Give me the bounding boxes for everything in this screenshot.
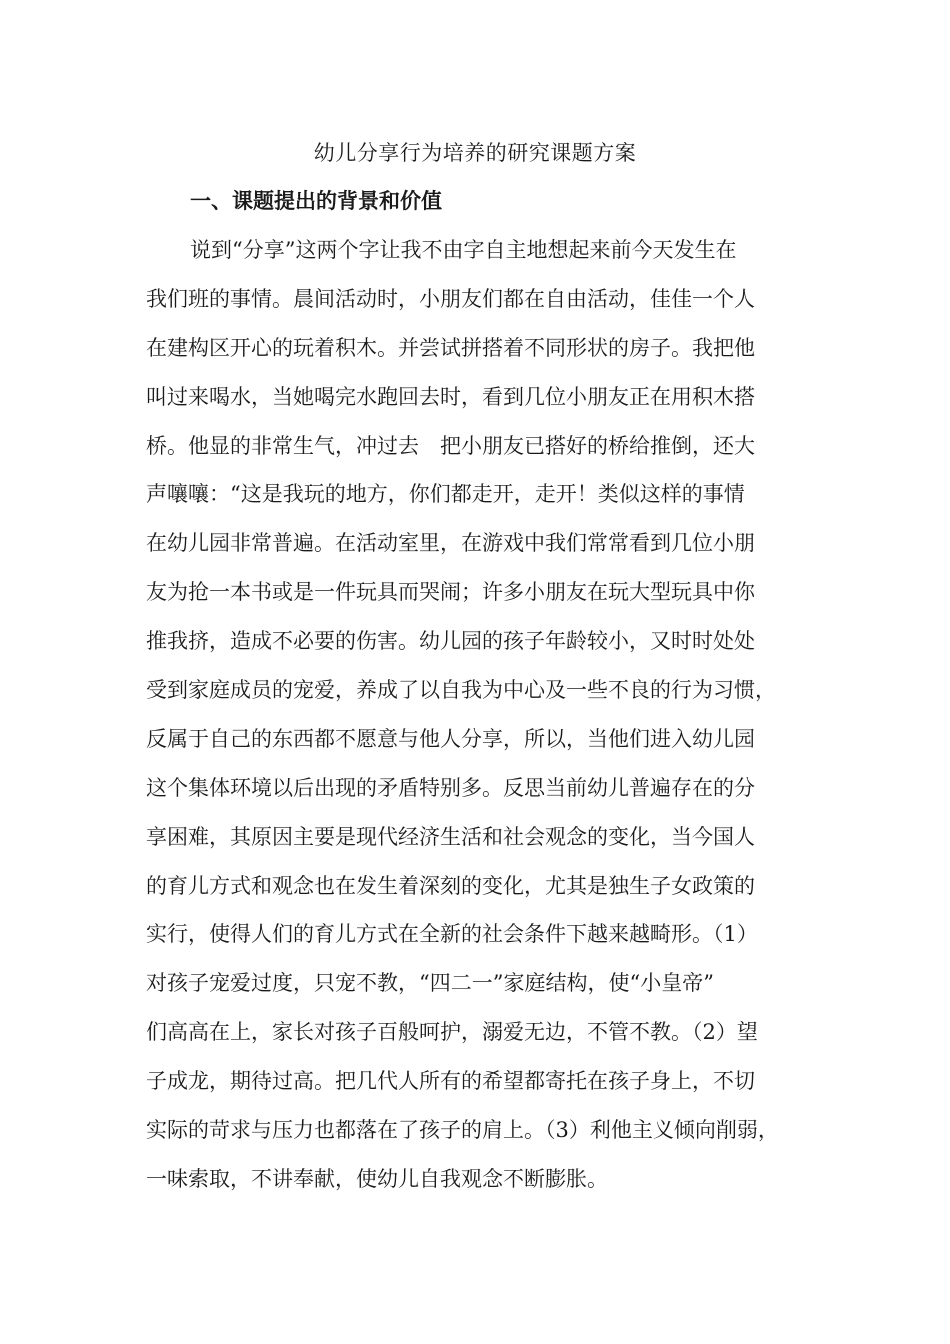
paragraph-line: 友为抢一本书或是一件玩具而哭闹；许多小朋友在玩大型玩具中你 [146,580,755,605]
paragraph-line: 声嚷嚷：“这是我玩的地方，你们都走开，走开！类似这样的事情 [146,482,745,507]
paragraph-line: 桥。他显的非常生气，冲过去 把小朋友已搭好的桥给推倒，还大 [146,433,755,458]
paragraph-line: 叫过来喝水，当她喝完水跑回去时，看到几位小朋友正在用积木搭 [146,384,755,409]
paragraph-line: 实行，使得人们的育儿方式在全新的社会条件下越来越畸形。（1） [146,922,758,947]
paragraph-line: 一味索取，不讲奉献，使幼儿自我观念不断膨胀。 [146,1166,608,1191]
paragraph-line: 受到家庭成员的宠爱，养成了以自我为中心及一些不良的行为习惯， [146,678,776,703]
paragraph-line: 在建构区开心的玩着积木。并尝试拼搭着不同形状的房子。我把他 [146,335,755,360]
paragraph-line: 子成龙，期待过高。把几代人所有的希望都寄托在孩子身上，不切 [146,1069,755,1094]
paragraph-line: 实际的苛求与压力也都落在了孩子的肩上。（3）利他主义倾向削弱， [146,1118,779,1143]
paragraph-line: 我们班的事情。晨间活动时，小朋友们都在自由活动，佳佳一个人 [146,286,755,311]
paragraph-line: 们高高在上，家长对孩子百般呵护，溺爱无边，不管不教。（2）望 [146,1020,758,1045]
document-title: 幼儿分享行为培养的研究课题方案 [313,141,637,165]
paragraph-line: 在幼儿园非常普遍。在活动室里，在游戏中我们常常看到几位小朋 [146,531,755,556]
paragraph-line: 说到“分享”这两个字让我不由字自主地想起来前今天发生在 [190,238,737,262]
paragraph-line: 反属于自己的东西都不愿意与他人分享，所以，当他们进入幼儿园 [146,726,755,751]
section-heading: 一、课题提出的背景和价值 [190,189,442,213]
paragraph-line: 推我挤，造成不必要的伤害。幼儿园的孩子年龄较小，又时时处处 [146,629,755,654]
paragraph-line: 对孩子宠爱过度，只宠不教，“四二一”家庭结构，使“小皇帝” [146,971,714,996]
paragraph-line: 享困难，其原因主要是现代经济生活和社会观念的变化，当今国人 [146,824,755,849]
paragraph-line: 这个集体环境以后出现的矛盾特别多。反思当前幼儿普遍存在的分 [146,775,755,800]
body-paragraph [146,233,826,1211]
paragraph-line: 的育儿方式和观念也在发生着深刻的变化，尤其是独生子女政策的 [146,873,755,898]
